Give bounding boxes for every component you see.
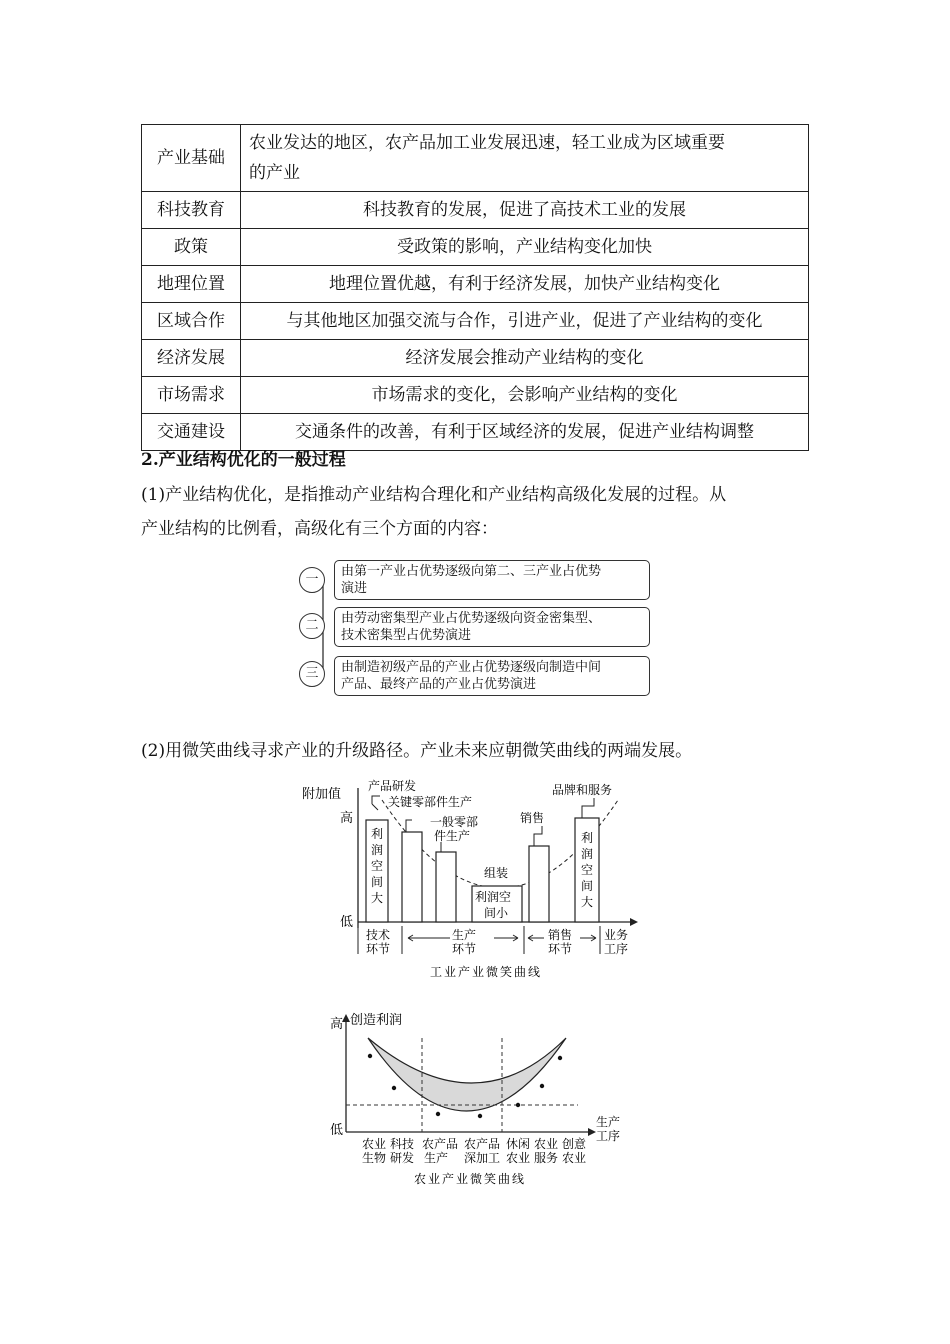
stage-label: 环节 [548, 942, 573, 956]
aspect-box [334, 560, 650, 600]
aspect-number: 一 [299, 567, 325, 593]
callout-general: 一般零部 [430, 815, 479, 829]
curve-point [368, 1054, 372, 1058]
category-labels [362, 1136, 586, 1165]
aspect-number: 二 [299, 613, 325, 639]
x-axis-label: 工序 [596, 1129, 621, 1143]
stage-label: 环节 [452, 942, 477, 956]
aspect-text: 演进 [341, 581, 368, 596]
effect-cell: 科技教育的发展，促进了高技术工业的发展 [241, 192, 809, 229]
curve-point [436, 1112, 440, 1116]
effect-cell: 交通条件的改善，有利于区域经济的发展，促进产业结构调整 [241, 414, 809, 451]
factor-cell: 科技教育 [142, 192, 241, 229]
y-low-label: 低 [340, 915, 354, 930]
effect-cell: 与其他地区加强交流与合作，引进产业，促进了产业结构的变化 [241, 303, 809, 340]
chart-caption: 农业产业微笑曲线 [414, 1172, 527, 1186]
factor-cell: 市场需求 [142, 377, 241, 414]
factors-table [141, 124, 809, 451]
y-high-label: 高 [330, 1017, 344, 1032]
smile-band [368, 1038, 566, 1111]
bar-key-parts [402, 832, 422, 922]
x-axis-label: 工序 [604, 942, 629, 956]
stage-label: 技术 [366, 928, 391, 942]
stage-label: 销售 [548, 928, 573, 942]
table-row [142, 266, 809, 303]
bar-general-parts [436, 852, 456, 922]
bar-char: 大 [371, 891, 384, 905]
callout-line [534, 826, 542, 846]
paragraph-2: (2)用微笑曲线寻求产业的升级路径。产业未来应朝微笑曲线的两端发展。 [141, 741, 693, 761]
y-low-label: 低 [330, 1123, 344, 1138]
category-label: 休闲 [506, 1137, 531, 1151]
bar-sales [529, 846, 549, 922]
table-row [142, 303, 809, 340]
category-label: 创意 [562, 1137, 587, 1151]
table-row [142, 125, 809, 192]
paragraph-line: 产业结构的比例看，高级化有三个方面的内容： [141, 519, 498, 539]
callout-sales: 销售 [520, 811, 545, 825]
bar-char: 利 [371, 827, 384, 841]
effect-cell: 经济发展会推动产业结构的变化 [241, 340, 809, 377]
category-label: 生产 [424, 1151, 449, 1165]
category-label: 农业 [562, 1151, 587, 1165]
callout-general: 件生产 [434, 829, 471, 843]
factor-cell: 产业基础 [142, 125, 241, 192]
factor-cell: 地理位置 [142, 266, 241, 303]
bar-char: 利 [581, 831, 594, 845]
y-axis-arrow-icon [342, 1014, 350, 1022]
callout-rd: 产品研发 [368, 779, 417, 793]
effect-cell: 市场需求的变化，会影响产业结构的变化 [241, 377, 809, 414]
table-row [142, 377, 809, 414]
bar-mid-text: 利润空 [475, 890, 512, 904]
aspect-number: 三 [299, 661, 325, 687]
bar-left-text [371, 826, 383, 905]
bar-char: 空 [581, 863, 594, 877]
aspect-text: 技术密集型占优势演进 [341, 628, 472, 643]
agri-smile-chart [326, 1008, 636, 1192]
category-label: 农产品 [464, 1137, 501, 1151]
table-row [142, 340, 809, 377]
aspect-text: 产品、最终产品的产业占优势演进 [341, 677, 537, 692]
chart-caption: 工业产业微笑曲线 [430, 965, 543, 979]
y-high-label: 高 [340, 811, 354, 826]
callout-line [406, 820, 412, 832]
category-label: 科技 [390, 1137, 415, 1151]
aspect-text: 由第一产业占优势逐级向第二、三产业占优势 [341, 564, 602, 579]
effect-text: 的产业 [249, 163, 300, 183]
aspect-box [334, 656, 650, 696]
category-label: 深加工 [464, 1151, 501, 1165]
paragraph-1 [141, 478, 811, 546]
table-row [142, 229, 809, 266]
category-label: 服务 [534, 1151, 559, 1165]
curve-point [558, 1056, 562, 1060]
callout-brand: 品牌和服务 [552, 783, 613, 797]
x-axis-arrow-icon [588, 1128, 596, 1136]
curve-point [540, 1084, 544, 1088]
category-label: 农业 [534, 1137, 559, 1151]
category-label: 研发 [390, 1151, 415, 1165]
bar-char: 大 [581, 895, 594, 909]
callout-line [372, 796, 380, 810]
bar-right-text [581, 830, 593, 909]
bar-char: 间 [371, 875, 384, 889]
factor-cell: 经济发展 [142, 340, 241, 377]
effect-cell: 地理位置优越，有利于经济发展，加快产业结构变化 [241, 266, 809, 303]
callout-parts: 关键零部件生产 [388, 795, 473, 809]
bar-char: 间 [581, 879, 594, 893]
effect-cell [241, 125, 809, 192]
section-heading: 2.产业结构优化的一般过程 [141, 450, 346, 470]
y-axis-label: 创造利润 [350, 1013, 403, 1028]
category-label: 生物 [362, 1151, 387, 1165]
stage-label: 环节 [366, 942, 391, 956]
callout-assembly: 组装 [484, 866, 509, 880]
effect-text: 农业发达的地区，农产品加工业发展迅速，轻工业成为区域重要 [249, 133, 725, 153]
aspect-text: 由劳动密集型产业占优势逐级向资金密集型、 [341, 611, 602, 626]
category-label: 农业 [362, 1137, 387, 1151]
x-axis-label: 生产 [596, 1115, 621, 1129]
factor-cell: 政策 [142, 229, 241, 266]
y-axis-label: 附加值 [302, 787, 342, 802]
aspect-text: 由制造初级产品的产业占优势逐级向制造中间 [341, 660, 602, 675]
aspect-box [334, 607, 650, 647]
x-axis-arrow-icon [630, 918, 638, 926]
curve-point [392, 1086, 396, 1090]
industrial-smile-chart [300, 776, 650, 986]
table-row [142, 192, 809, 229]
bar-char: 空 [371, 859, 384, 873]
bar-char: 润 [581, 847, 594, 861]
paragraph-line: (1)产业结构优化，是指推动产业结构合理化和产业结构高级化发展的过程。从 [141, 485, 727, 505]
factor-cell: 区域合作 [142, 303, 241, 340]
x-axis-label: 业务 [604, 928, 629, 942]
factor-cell: 交通建设 [142, 414, 241, 451]
curve-point [516, 1103, 520, 1107]
stage-label: 生产 [452, 928, 477, 942]
bar-mid-text: 间小 [484, 906, 509, 920]
category-label: 农产品 [422, 1137, 459, 1151]
bar-char: 润 [371, 843, 384, 857]
table-row [142, 414, 809, 451]
callout-line [582, 798, 594, 818]
effect-cell: 受政策的影响，产业结构变化加快 [241, 229, 809, 266]
category-label: 农业 [506, 1151, 531, 1165]
curve-point [478, 1114, 482, 1118]
